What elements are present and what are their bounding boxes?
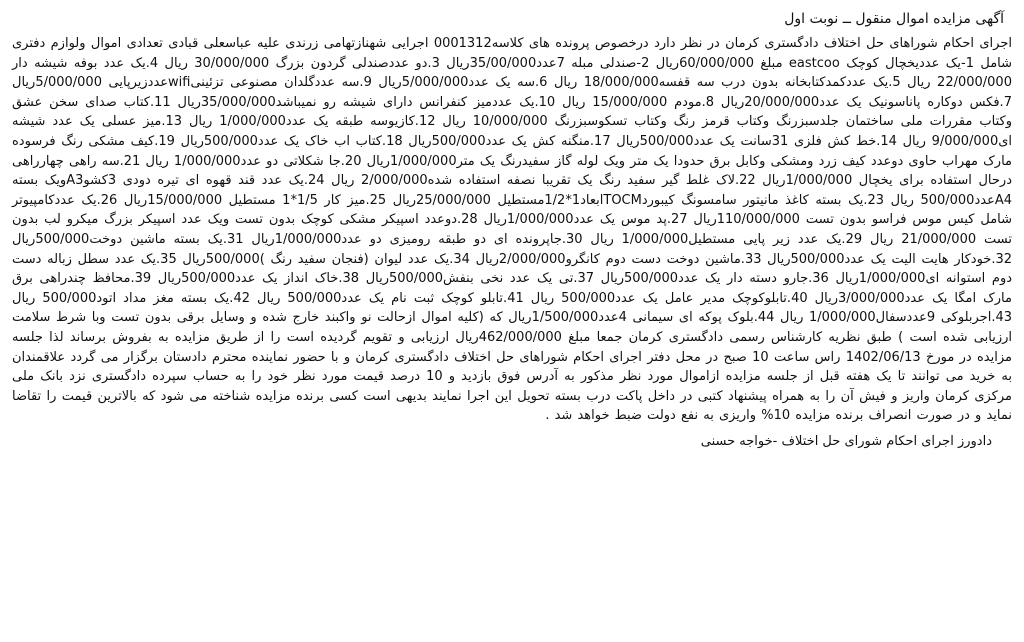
notice-footer xyxy=(12,432,1012,452)
notice-title: آگهی مزایده اموال منقول ــ نوبت اول xyxy=(784,11,1004,27)
footer-signature: دادورز اجرای احکام شورای حل اختلاف -خواجه حسنی xyxy=(700,433,992,449)
notice-body: اجرای احکام شوراهای حل اختلاف دادگستری کرمان در نظر دارد درخصوص پرونده های کلاسه0001312 اجرایی شهنازتهامی زرندی علیه عباسعلی قبادی تعدادی اموال ولوازم دفتری شامل 1-یک عددیخچال کوچک eastcoo مبلغ 60/000/000ریال 2-صندلی مبله 7عدد35/00/000ریال 3.دو عددصندلی گردون بزرگ 30/000/000 ریال 4.یک عدد بوفه شیشه دار 22/000/000 ریال 5.یک عددکمدکتابخانه بدون درب سه قفسه18/000/000 ریال 6.سه یک عدد5/000/000ریال 9.سه عددگلدان مصنوعی تزئینیwifiعددزیرپایی 5/000/000ریال 7.فکس دوکاره پاناسونیک یک عدد20/000/000ریال 8.مودم 15/000/000 ریال 10.یک عددمیز کنفرانس دارای شیشه رو نمیباشد35/000/000ریال 11.کتاب صدای سخن عشق وکتاب مقررات ملی ساختمان جلدسبزرنگ وکتاب قرمز رنگ وکتاب تسکوسبزرنگ 10/000/000 ریال 12.کازیوسه طبقه یک عدد1/000/000 ریال 13.میز عسلی یک عدد شیشه ای9/000/000 ریال 14.خط کش فلزی 31سانت یک عدد500/000ریال 17.منگنه کش یک عدد500/000ریال 18.کتاب اب خاک یک عدد500/000ریال 19.کیف مشکی رنگ فرسوده مارک مهراب حاوی دوعدد کیف زرد ومشکی وکابل برق حدودا یک متر ویک لوله گاز سفیدرنگ یک متر1/000/000ریال 20.جا شکلاتی دو عدد1/000/000 ریال 21.سه راهی چهارراهی درحال استفاده برای یخچال 1/000/000ریال 22.لاک غلط گیر سفید رنگ یک تقریبا نصفه استفاده شده2/000/000 ریال 24.یک عدد قند قهوه ای تیره دودی 3کشوA3ویک بسته A4عدد500/000 ریال 23.یک بسته کاغذ مانیتور سامسونگ کیبوردTOCMابعاد1*1/2مستطیل 25/000/000ریال 25.میز کار 1/5*1 مستطیل 15/000/000ریال 26.یک عددکامپیوتر شامل کیس موس فراسو بدون تست 110/000/000ریال 27.پد موس یک عدد1/000/000ریال 28.دوعدد اسپیکر مشکی کوچک بدون تست ویک عدد اسپیکر بزرگ میکرو لب بدون تست 21/000/000 ریال 29.یک عدد زیر پایی مستطیل1/000/000 ریال 30.جاپرونده ای دو طبقه رومیزی دو عدد1/000/000ریال 31.یک بسته ماشین دوخت500/000ریال 32.خودکار هایت الیت یک عدد500/000ریال 33.ماشین دوخت دست دوم کانگرو2/000/000ریال 34.یک عدد لیوان (فنجان سفید رنگ )500/000ریال 35.یک عدد سطل زباله دست دوم استوانه ای1/000/000ریال 36.جارو دسته دار یک عدد500/000ریال 37.تی یک عدد نخی بنفش500/000ریال 38.خاک انداز یک عدد500/000ریال 39.محافظ چندراهی برق مارک امگا یک عدد3/000/000ریال 40.تابلوکوچک مدیر عامل یک عدد500/000 ریال 41.تابلو کوچک ثبت نام یک عدد500/000 ریال 42.یک بسته مغز مداد اتود500/000 ریال 43.اجربلوکی 9عددسفال1/000/000 ریال 44.بلوک پوکه ای سیمانی 4عدد1/500/000ریال که (کلیه اموال ازحالت نو واکبند خارج شده و وسایل برقی بدون تست وبا شرط سلامت ارزیابی شده است ) طبق نظریه کارشناس رسمی دادگستری کرمان جمعا مبلغ 462/000/000ریال ارزیابی و تقویم گردیده است را از طریق مزایده به بفروش برساند لذا جلسه مزایده در مورخ 1402/06/13 راس ساعت 10 صبح در محل دفتر اجرای احکام شوراهای حل اختلاف دادگستری کرمان و با حضور نماینده محترم دادستان برگزار می گردد علاقمندان به خرید می توانند تا یک هفته قبل از جلسه مزایده ازاموال مورد نظر مذکور به آدرس فوق بازدید و 10 درصد قیمت مورد نظر خود را به حساب سپرده دادگستری نزد بانک ملی مرکزی کرمان واریز و فیش آن را به همراه پیشنهاد کتبی در داخل پاکت درب بسته تحویل این اجرا نمایند بدیهی است کسی برنده مزایده شناخته می شود که بالاترین قیمت را تقاضا نماید و در صورت انصراف برنده مزایده 10% واریزی به نفع دولت ضبط خواهد شد . xyxy=(12,36,1013,424)
